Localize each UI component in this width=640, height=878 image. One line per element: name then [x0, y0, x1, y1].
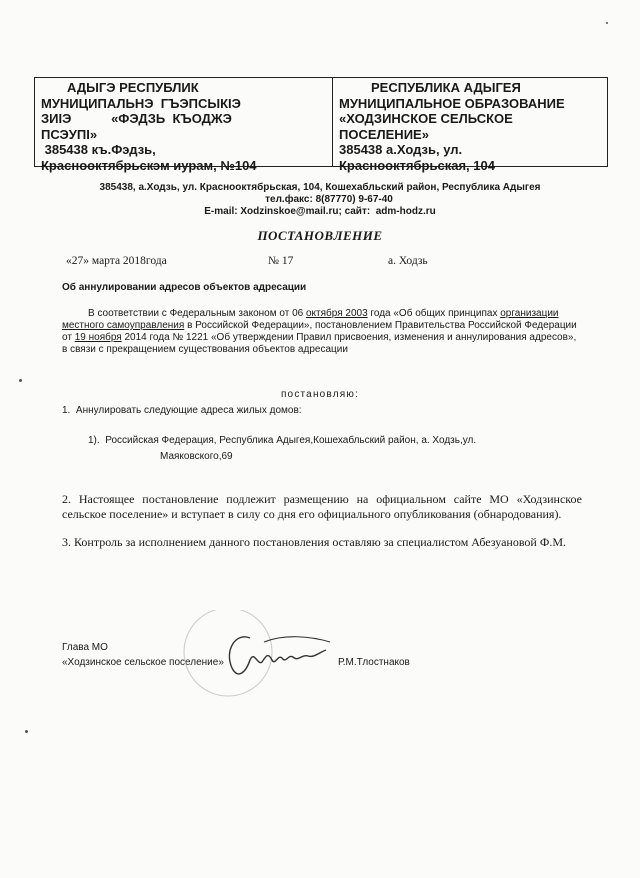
- signature-stroke: [229, 637, 326, 674]
- letterhead-right-line: 385438 а.Ходзь, ул.: [339, 142, 463, 157]
- document-subject: Об аннулировании адресов объектов адресации: [62, 282, 307, 293]
- preamble-text: в Российской Федерации», постановлением Правительства Российской Федерации от: [62, 320, 577, 343]
- preamble-text: 2014 года № 1221 «Об утверждении Правил присвоения, изменения и аннулирования адресов», в связи с прекращением существования объектов адресации: [62, 332, 577, 355]
- letterhead-left-line: 385438 къ.Фэдзь,: [41, 142, 156, 157]
- letterhead-left-line: МУНИЦИПАЛЬНЭ ГЪЭПСЫКIЭ: [41, 95, 241, 111]
- preamble-underlined: 19 ноября: [74, 332, 122, 343]
- scan-speck: [606, 22, 608, 24]
- signoff-role: Глава МО: [62, 642, 108, 653]
- letterhead-adyghe: [35, 78, 333, 173]
- preamble-paragraph: [62, 308, 582, 356]
- document-number: № 17: [268, 255, 294, 267]
- subitem-line-2: Маяковского,69: [160, 451, 233, 462]
- signature-flourish: [264, 637, 330, 642]
- document-date: «27» марта 2018года: [66, 255, 167, 267]
- letterhead-russian: [333, 78, 607, 173]
- scan-speck: [25, 730, 28, 733]
- signoff-name: Р.М.Тлостнаков: [338, 657, 410, 668]
- preamble-text: В соответствии с Федеральным законом от 06: [88, 308, 306, 319]
- letterhead-right-line: МУНИЦИПАЛЬНОЕ ОБРАЗОВАНИЕ: [339, 95, 565, 111]
- document-title: ПОСТАНОВЛЕНИЕ: [257, 228, 383, 243]
- preamble-underlined: организации местного самоуправления: [62, 308, 559, 331]
- stamp-ring: [184, 610, 272, 696]
- document-place: а. Ходзь: [388, 255, 428, 267]
- subitem-line-1: 1). Российская Федерация, Республика Адыгея,Кошехабльский район, а. Ходзь,ул.: [88, 435, 477, 446]
- letterhead-table: [34, 77, 608, 173]
- item-1: 1. Аннулировать следующие адреса жилых домов:: [62, 405, 302, 416]
- item-3: 3. Контроль за исполнением данного постановления оставляю за специалистом Абезуановой Ф.М.: [62, 535, 567, 549]
- letterhead-right-line: «ХОДЗИНСКОЕ СЕЛЬСКОЕ: [339, 111, 513, 126]
- contact-email: E-mail: Xodzinskoe@mail.ru; сайт: adm-hodz.ru: [204, 206, 436, 217]
- letterhead-right-line: Краснооктябрьская, 104: [339, 157, 495, 173]
- item-2: 2. Настоящее постановление подлежит размещению на официальном сайте МО «Ходзинское сельское поселение» и вступает в силу со дня его официального опубликования (обнародования).: [62, 492, 582, 521]
- handwritten-signature: [180, 610, 340, 700]
- signoff-org: «Ходзинское сельское поселение»: [62, 657, 224, 668]
- letterhead-right-line: ПОСЕЛЕНИЕ»: [339, 126, 429, 142]
- preamble-text: года «Об общих принципах: [367, 308, 501, 319]
- preamble-underlined: октября 2003: [305, 308, 368, 319]
- scan-speck: [19, 379, 22, 382]
- contact-phone: тел.факс: 8(87770) 9-67-40: [265, 194, 393, 205]
- letterhead-left-line: Краснооктябрьскэм иурам, №104: [41, 157, 257, 173]
- letterhead-left-line: ПСЭУПI»: [41, 126, 98, 142]
- contact-address: 385438, а.Ходзь, ул. Краснооктябрьская, 104, Кошехабльский район, Республика Адыгея: [99, 182, 541, 193]
- subitem-1: [88, 433, 548, 465]
- letterhead-right-line: РЕСПУБЛИКА АДЫГЕЯ: [371, 80, 521, 95]
- letterhead-left-line: АДЫГЭ РЕСПУБЛИК: [67, 80, 199, 95]
- letterhead-left-line: ЗИIЭ «ФЭДЗЬ КЪОДЖЭ: [41, 111, 232, 126]
- decree-word: постановляю:: [280, 389, 360, 400]
